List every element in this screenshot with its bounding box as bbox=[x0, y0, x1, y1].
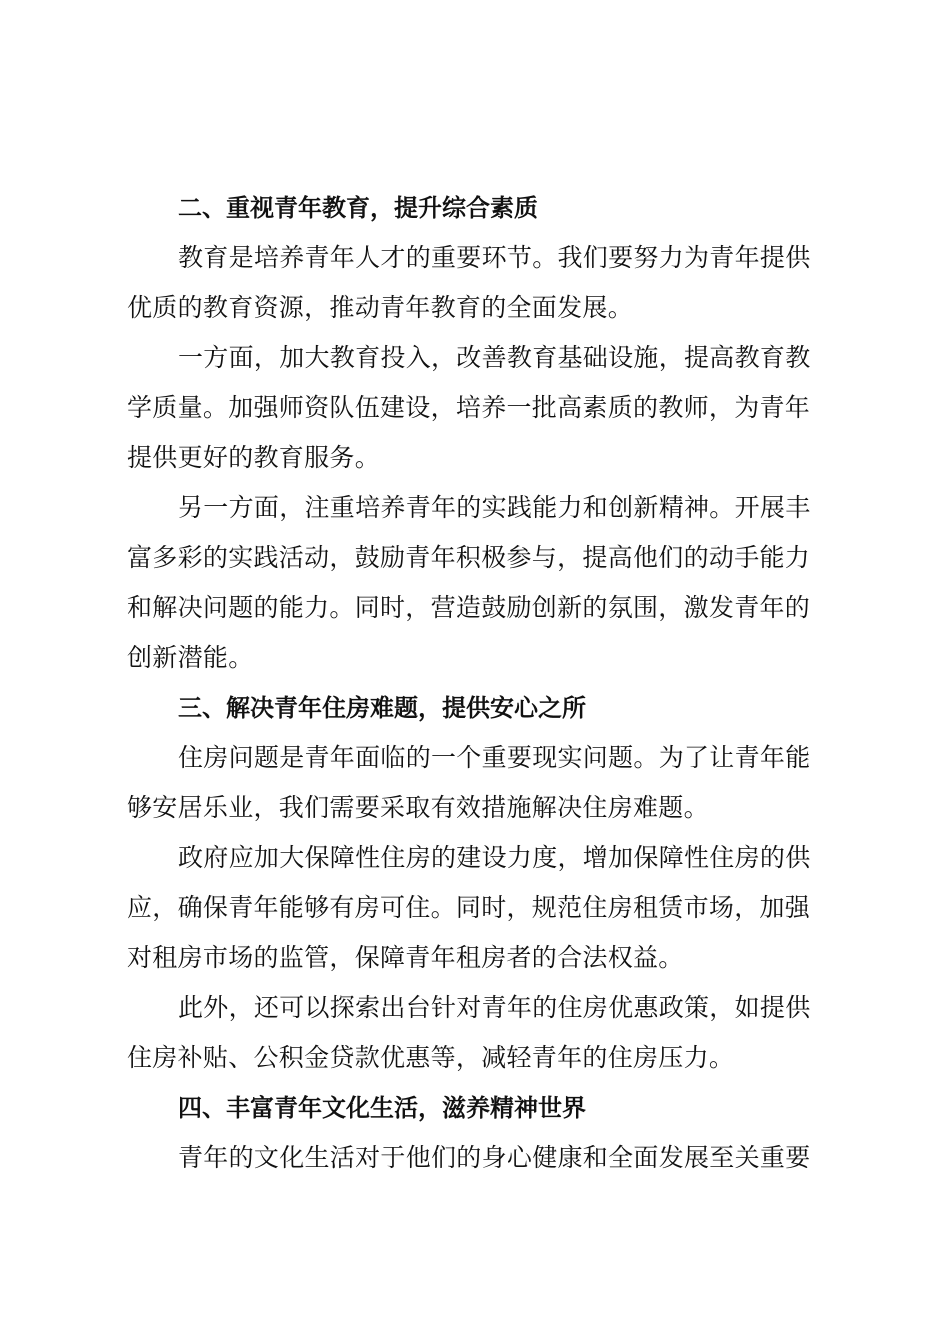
section-heading: 四、丰富青年文化生活，滋养精神世界 bbox=[178, 1094, 586, 1122]
paragraph bbox=[127, 1133, 833, 1183]
text-line: 学质量。加强师资队伍建设，培养一批高素质的教师，为青年 bbox=[127, 393, 811, 422]
document-page bbox=[127, 183, 833, 1183]
text-line: 另一方面，注重培养青年的实践能力和创新精神。开展丰 bbox=[178, 493, 811, 522]
text-line: 住房补贴、公积金贷款优惠等，减轻青年的住房压力。 bbox=[127, 1043, 735, 1072]
paragraph bbox=[127, 733, 833, 833]
section-heading: 二、重视青年教育，提升综合素质 bbox=[178, 194, 538, 222]
text-line: 对租房市场的监管，保障青年租房者的合法权益。 bbox=[127, 943, 684, 972]
section-heading: 三、解决青年住房难题，提供安心之所 bbox=[178, 694, 586, 722]
text-line: 此外，还可以探索出台针对青年的住房优惠政策，如提供 bbox=[178, 993, 811, 1022]
paragraph bbox=[127, 333, 833, 483]
paragraph bbox=[127, 483, 833, 683]
text-line: 富多彩的实践活动，鼓励青年积极参与，提高他们的动手能力 bbox=[127, 543, 811, 572]
text-line: 住房问题是青年面临的一个重要现实问题。为了让青年能 bbox=[178, 743, 811, 772]
text-line: 一方面，加大教育投入，改善教育基础设施，提高教育教 bbox=[178, 343, 811, 372]
text-line: 教育是培养青年人才的重要环节。我们要努力为青年提供 bbox=[178, 243, 811, 272]
text-line: 够安居乐业，我们需要采取有效措施解决住房难题。 bbox=[127, 793, 709, 822]
text-line: 应，确保青年能够有房可住。同时，规范住房租赁市场，加强 bbox=[127, 893, 811, 922]
text-line: 提供更好的教育服务。 bbox=[127, 443, 381, 472]
text-line: 和解决问题的能力。同时，营造鼓励创新的氛围，激发青年的 bbox=[127, 593, 811, 622]
paragraph bbox=[127, 233, 833, 333]
paragraph bbox=[127, 833, 833, 983]
text-line: 创新潜能。 bbox=[127, 643, 254, 672]
text-line: 优质的教育资源，推动青年教育的全面发展。 bbox=[127, 293, 634, 322]
text-line: 政府应加大保障性住房的建设力度，增加保障性住房的供 bbox=[178, 843, 811, 872]
text-line: 青年的文化生活对于他们的身心健康和全面发展至关重要 bbox=[178, 1143, 811, 1172]
paragraph bbox=[127, 983, 833, 1083]
